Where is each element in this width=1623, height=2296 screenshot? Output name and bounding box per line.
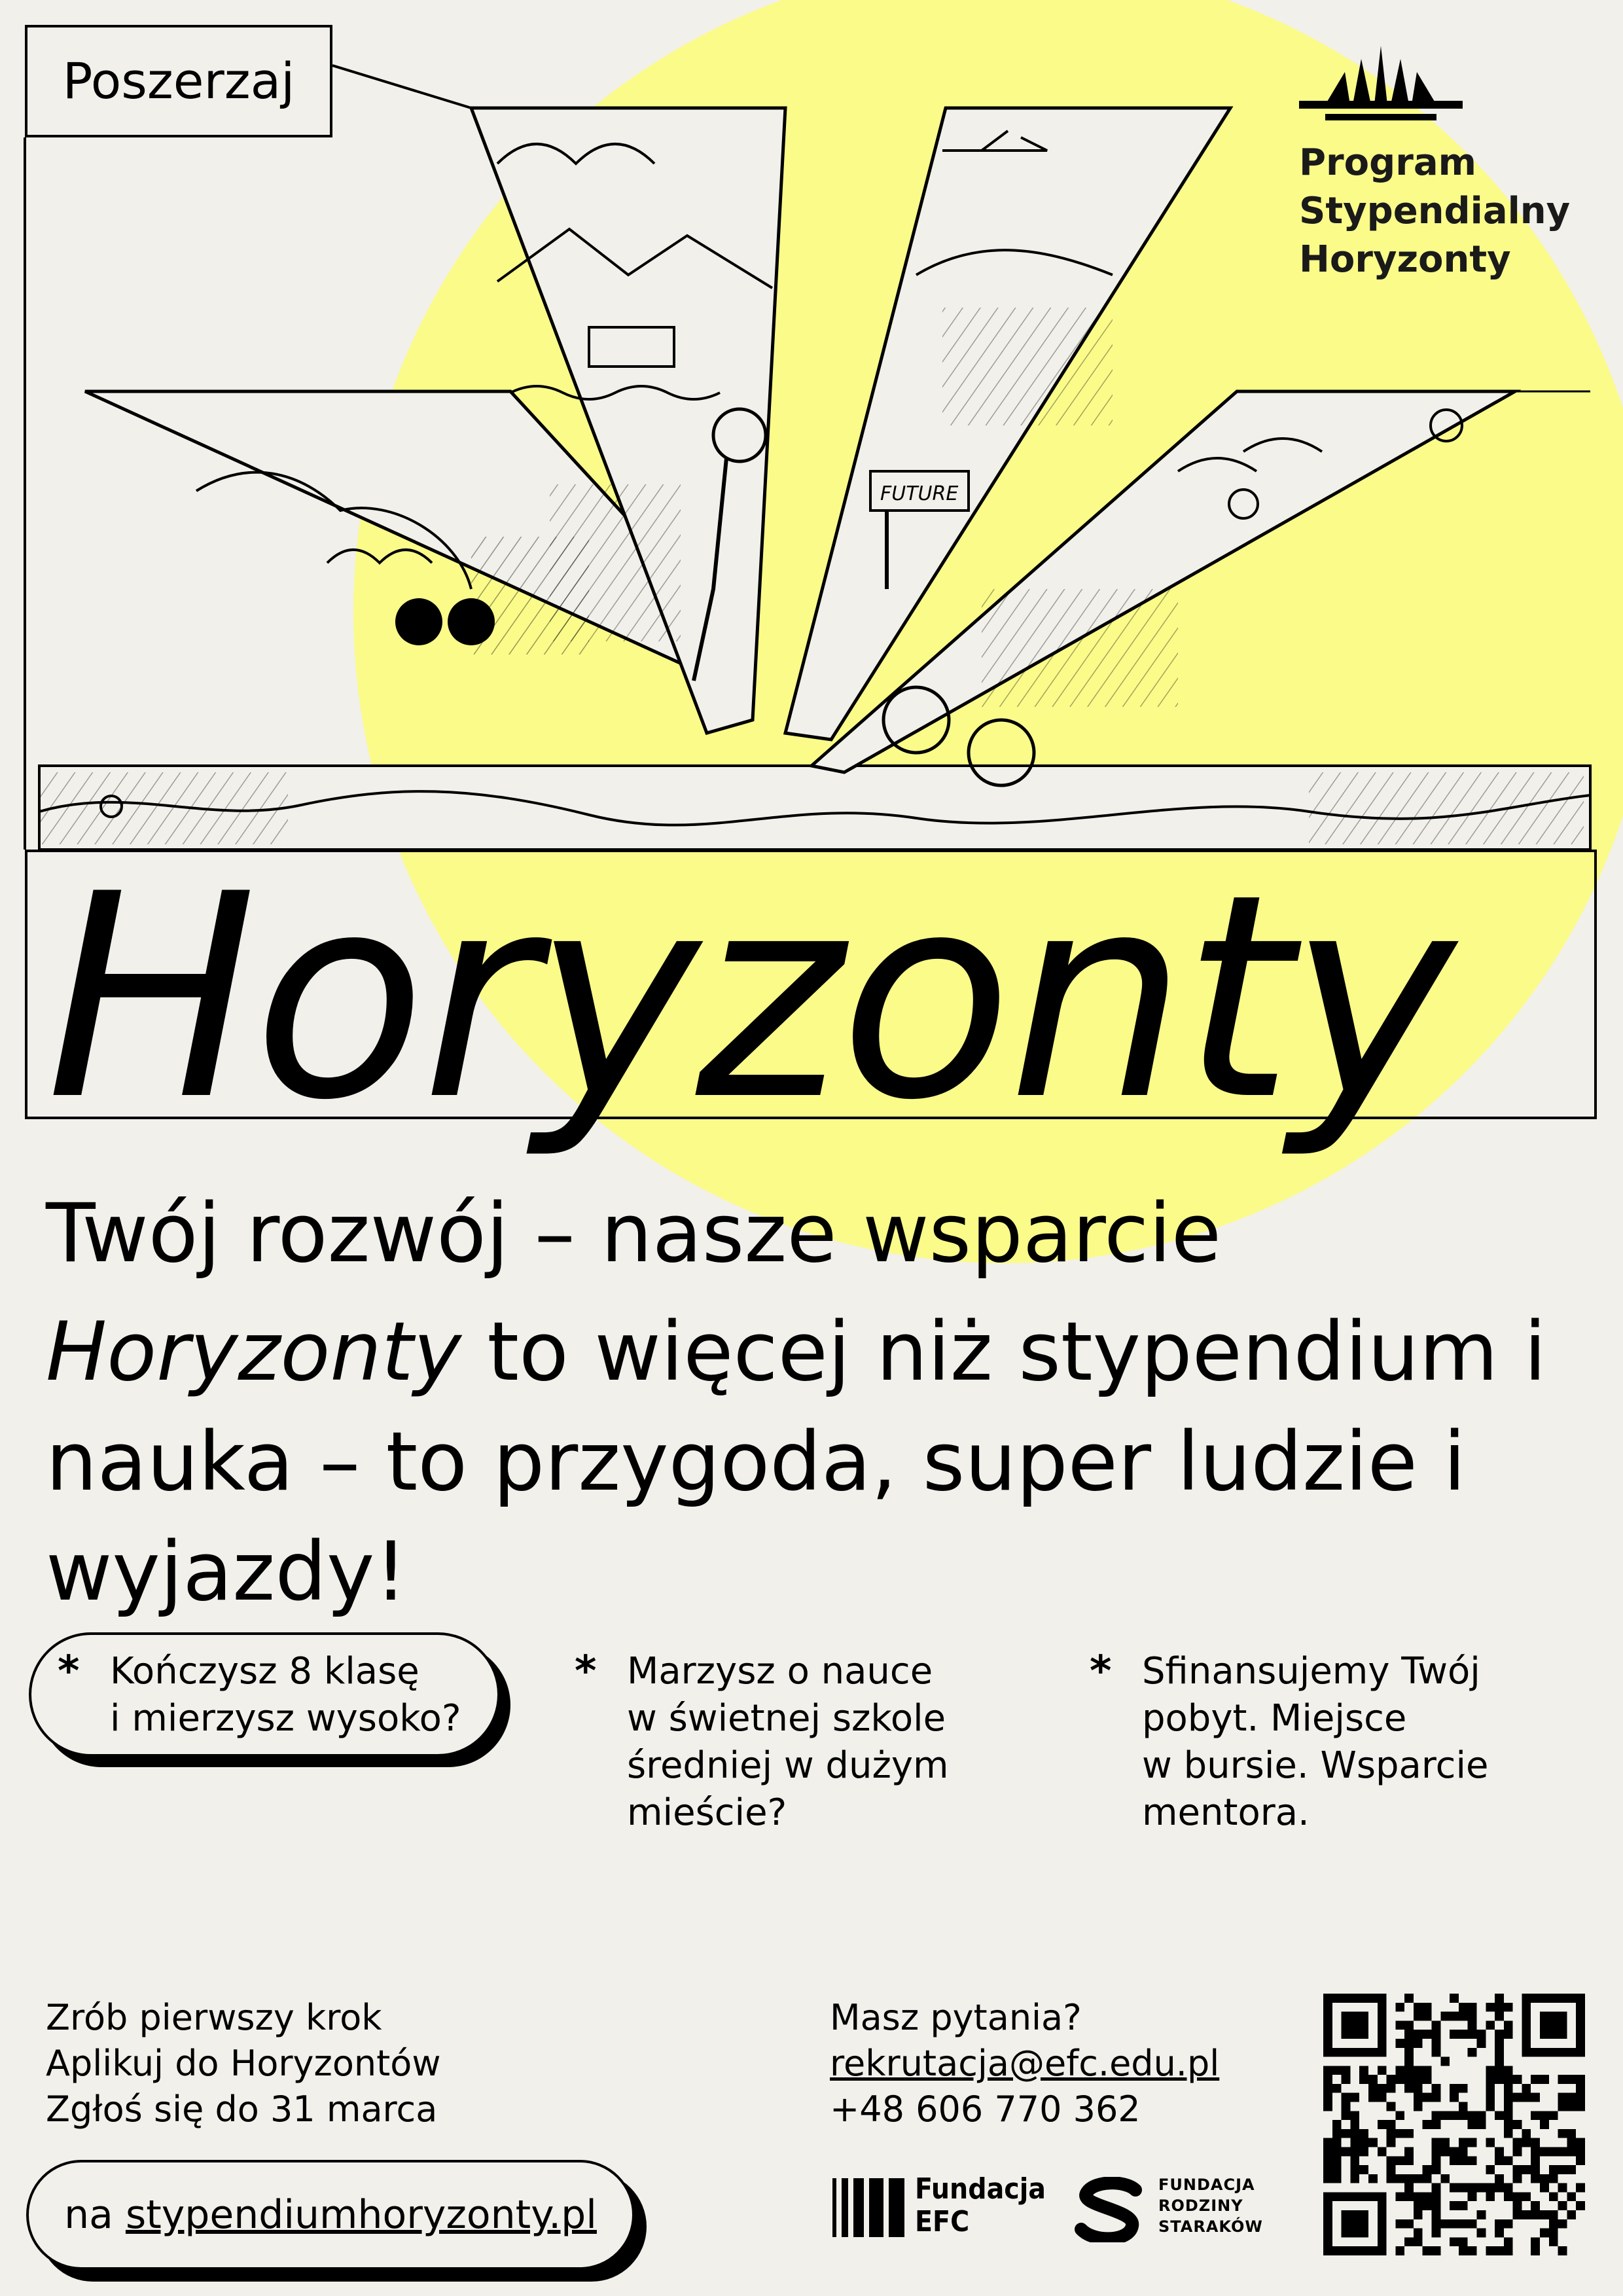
cta-line-3: Zgłoś się do 31 marca [46, 2089, 438, 2130]
qr-code[interactable] [1323, 1994, 1585, 2255]
url-line [26, 2160, 635, 2270]
frs-line-2: RODZINY [1158, 2197, 1243, 2215]
phone-number[interactable]: +48 606 770 362 [830, 2089, 1141, 2130]
logo-line-2: Stypendialny [1299, 190, 1571, 232]
efc-line-2: EFC [915, 2205, 970, 2238]
lead-emphasis: Horyzonty [46, 1305, 462, 1399]
logo-line-3: Horyzonty [1299, 238, 1511, 281]
frs-line-3: STARAKÓW [1158, 2217, 1263, 2236]
bullet-item [575, 1648, 993, 1844]
cta-line-2: Aplikuj do Horyzontów [46, 2043, 441, 2084]
sunrise-icon [1299, 46, 1463, 124]
subtitle: Twój rozwój – nasze wsparcie [46, 1187, 1222, 1281]
contact-question: Masz pytania? [830, 1997, 1082, 2038]
logo-line-1: Program [1299, 141, 1476, 184]
s-logo-icon [1073, 2177, 1145, 2242]
frs-logo [1073, 2170, 1296, 2249]
bullet-item [58, 1648, 490, 1746]
bullet-text: Marzysz o nauce w świetnej szkole średniej w dużym mieście? [627, 1650, 949, 1834]
lead-paragraph [46, 1297, 1603, 1627]
asterisk-icon: * [575, 1647, 597, 1696]
email-link[interactable]: rekrutacja@efc.edu.pl [830, 2043, 1220, 2084]
asterisk-icon: * [1090, 1647, 1112, 1696]
future-sign-text: FUTURE [880, 482, 959, 505]
url-prefix: na [64, 2192, 126, 2238]
call-to-action [46, 1995, 441, 2132]
efc-logo-text [915, 2173, 1046, 2238]
bullet-item [1090, 1648, 1548, 1844]
cta-line-1: Zrób pierwszy krok [46, 1997, 382, 2038]
asterisk-icon: * [58, 1647, 80, 1696]
efc-line-1: Fundacja [915, 2172, 1046, 2206]
website-link[interactable]: stypendiumhoryzonty.pl [125, 2192, 597, 2238]
efc-logo [832, 2173, 1055, 2245]
program-logo-text [1299, 139, 1570, 284]
page-title: Horyzonty [46, 834, 1452, 1162]
lead-rest: to więcej niż stypendium i nauka – to przygoda, super ludzie i wyjazdy! [46, 1305, 1546, 1619]
frs-line-1: FUNDACJA [1158, 2176, 1255, 2194]
bullet-text: Kończysz 8 klasę i mierzysz wysoko? [110, 1650, 461, 1740]
tag-label: Poszerzaj [62, 52, 295, 110]
bullet-text: Sfinansujemy Twój pobyt. Miejsce w bursie. Wsparcie mentora. [1142, 1650, 1489, 1834]
frs-logo-text [1158, 2174, 1263, 2237]
contact-block [830, 1995, 1219, 2132]
efc-bars-icon [832, 2178, 904, 2237]
